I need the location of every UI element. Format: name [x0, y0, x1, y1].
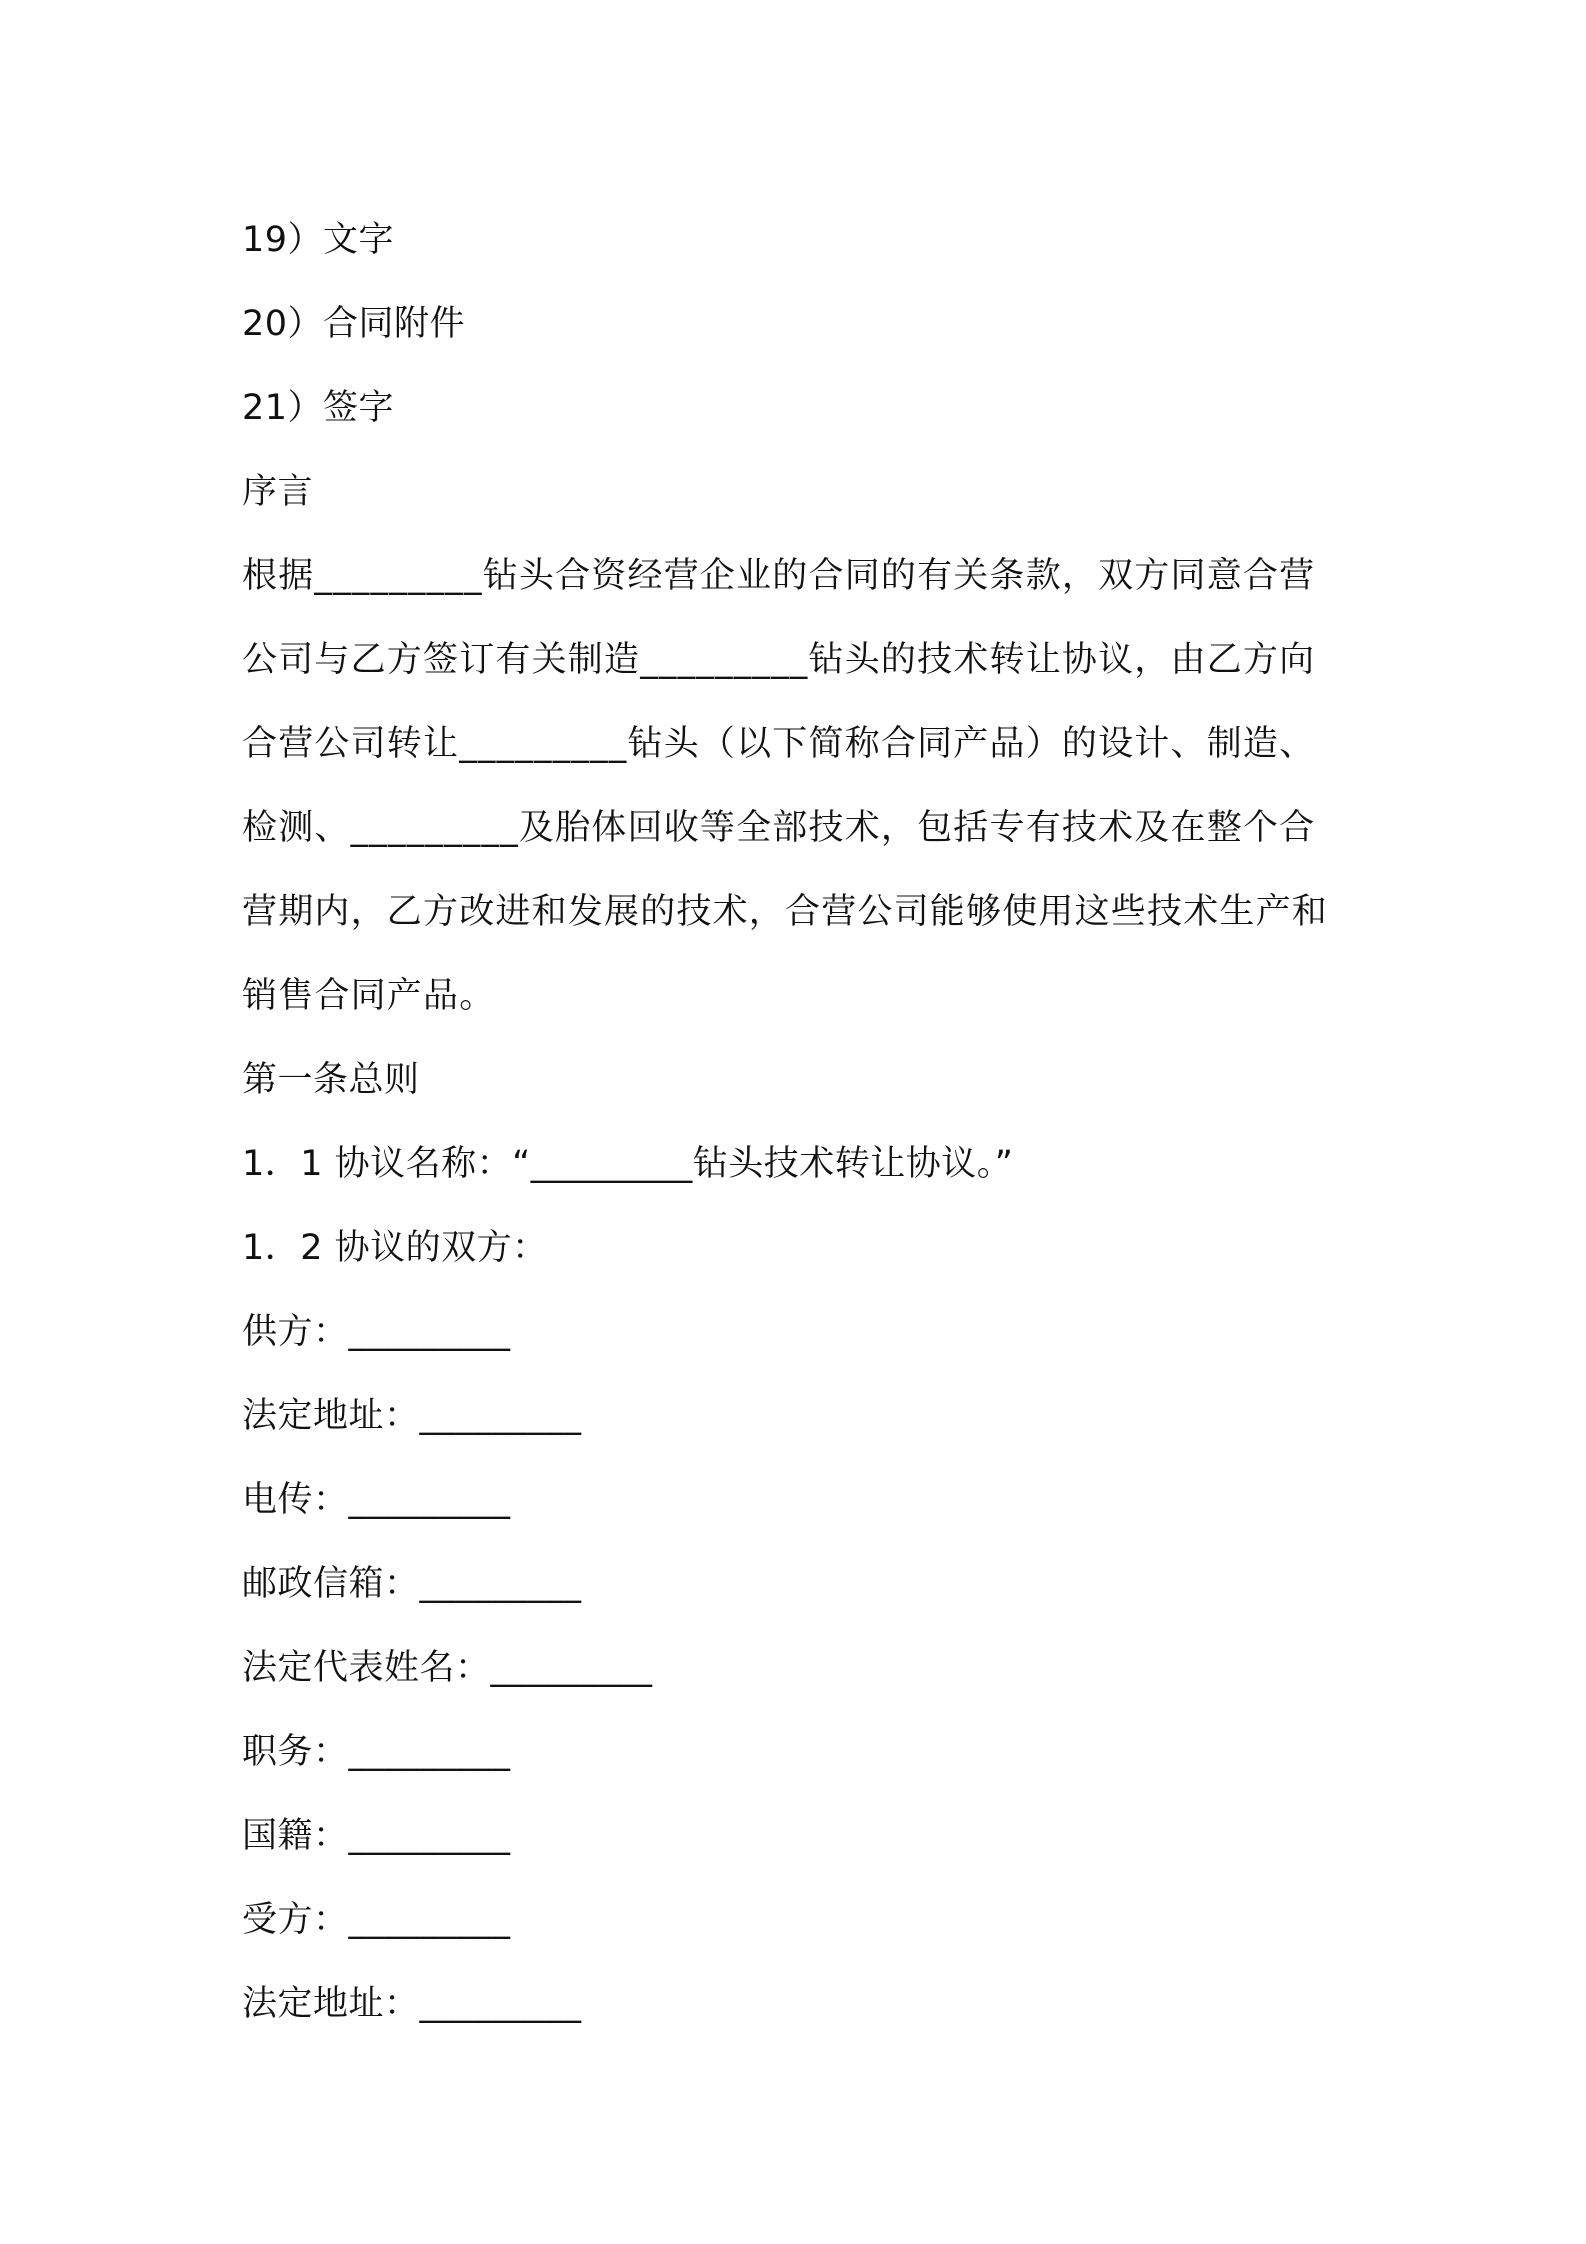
field-recipient: 受方：_________ — [242, 1900, 511, 1940]
field-recipient-legal-address: 法定地址：_________ — [242, 1984, 582, 2024]
document-body — [242, 198, 1362, 2046]
article-one-heading: 第一条总则 — [242, 1060, 420, 1100]
preface-line-4: 检测、_________及胎体回收等全部技术，包括专有技术及在整个合 — [242, 808, 1316, 848]
field-legal-rep-name: 法定代表姓名：_________ — [242, 1648, 653, 1688]
toc-item-20: 20）合同附件 — [242, 304, 466, 344]
clause-1-1: 1．1 协议名称：“_________钻头技术转让协议。” — [242, 1144, 1014, 1184]
preface-line-6: 销售合同产品。 — [242, 976, 496, 1016]
field-legal-address: 法定地址：_________ — [242, 1396, 582, 1436]
field-po-box: 邮政信箱：_________ — [242, 1564, 582, 1604]
preface-line-3: 合营公司转让_________钻头（以下简称合同产品）的设计、制造、 — [242, 724, 1316, 764]
preface-line-1: 根据_________钻头合资经营企业的合同的有关条款，双方同意合营 — [242, 556, 1316, 596]
preface-line-5: 营期内，乙方改进和发展的技术，合营公司能够使用这些技术生产和 — [242, 892, 1329, 932]
preface-heading: 序言 — [242, 472, 314, 512]
field-supplier: 供方：_________ — [242, 1312, 511, 1352]
preface-line-2: 公司与乙方签订有关制造_________钻头的技术转让协议，由乙方向 — [242, 640, 1316, 680]
toc-item-19: 19）文字 — [242, 220, 395, 260]
field-position: 职务：_________ — [242, 1732, 511, 1772]
clause-1-2: 1．2 协议的双方： — [242, 1228, 548, 1268]
toc-item-21: 21）签字 — [242, 388, 395, 428]
field-telex: 电传：_________ — [242, 1480, 511, 1520]
field-nationality: 国籍：_________ — [242, 1816, 511, 1856]
